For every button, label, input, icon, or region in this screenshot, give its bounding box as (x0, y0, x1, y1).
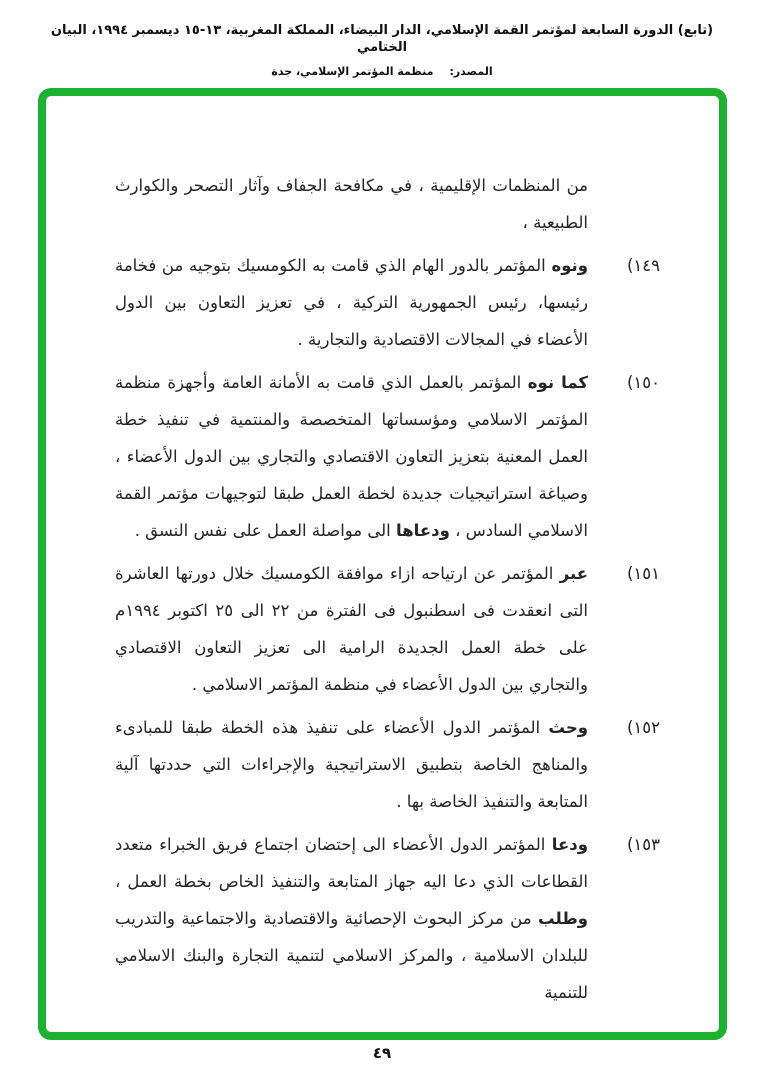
paragraph-number: ١٥٣) (626, 835, 660, 854)
source-value: منظمة المؤتمر الإسلامي، جدة (271, 65, 434, 78)
bold-lead-word: ونوه (551, 256, 588, 275)
paragraph-number: ١٥١) (626, 564, 660, 583)
header-title: (تابع) الدورة السابعة لمؤتمر القمة الإسلامي، الدار البيضاء، المملكة المغربية، ⁦١٣-١٥⁩ ديسمبر ١٩٩٤، البيان الختامي (50, 23, 714, 55)
paragraph-number: ١٤٩) (626, 256, 660, 275)
paragraph-text (115, 247, 588, 358)
paragraph-number (588, 167, 660, 241)
document-header (0, 22, 764, 78)
text-segment: المؤتمر الدول الأعضاء الى إحتضان اجتماع فريق الخبراء متعدد القطاعات الذي دعا اليه جهاز المتابعة والتنفيذ الخاص بخطة العمل ، (115, 835, 588, 891)
paragraph-text (115, 167, 588, 241)
paragraph-continuation (115, 167, 660, 241)
paragraph-number: ١٥٠) (626, 373, 660, 392)
numbered-paragraph (115, 555, 660, 703)
text-segment: من المنظمات الإقليمية ، في مكافحة الجفاف وآثار التصحر والكوارث الطبيعية ، (115, 176, 588, 232)
paragraph-text (115, 826, 588, 1011)
text-segment: من مركز البحوث الإحصائية والاقتصادية والاجتماعية والتدريب للبلدان الاسلامية ، والمركز الاسلامي لتنمية التجارة والبنك الاسلامي للتنمية (115, 909, 588, 1002)
text-segment: الى مواصلة العمل على نفس النسق . (134, 521, 396, 540)
text-segment: المؤتمر بالدور الهام الذي قامت به الكومسيك بتوجيه من فخامة رئيسها، رئيس الجمهورية التركية ، في تعزيز التعاون بين الدول الأعضاء في المجالات الاقتصادية والتجارية . (115, 256, 588, 349)
bold-lead-word: ودعا (551, 835, 588, 854)
paragraph-number: ١٥٢) (626, 718, 660, 737)
page-number: ٤٩ (372, 1044, 392, 1062)
bold-lead-word: وطلب (538, 909, 588, 928)
paragraph-text (115, 364, 588, 549)
source-label: المصدر: (449, 65, 493, 78)
numbered-paragraph (115, 826, 660, 1011)
text-segment: المؤتمر الدول الأعضاء على تنفيذ هذه الخطة طبقا للمبادىء والمناهج الخاصة بتطبيق الاستراتيجية والإجراءات التي حددتها آلية المتابعة والتنفيذ الخاصة بها . (115, 718, 588, 811)
numbered-paragraph (115, 247, 660, 358)
bold-lead-word: عبر (559, 564, 588, 583)
bold-lead-word: وحث (548, 718, 588, 737)
text-segment: المؤتمر بالعمل الذي قامت به الأمانة العامة وأجهزة منظمة المؤتمر الاسلامي ومؤسساتها المتخصصة والمنتمية في تنفيذ خطة العمل المعنية بتعزيز التعاون الاقتصادي والتجاري بين الدول الأعضاء ، وصياغة استراتيجيات جديدة لخطة العمل طبقا لتوجيهات مؤتمر القمة الاسلامي السادس ، (115, 373, 588, 540)
paragraph-text (115, 555, 588, 703)
document-body (115, 167, 660, 1017)
header-source-line (0, 65, 764, 78)
bold-lead-word: ودعاها (396, 521, 450, 540)
numbered-paragraph (115, 364, 660, 549)
bold-lead-word: كما نوه (527, 373, 588, 392)
numbered-paragraph (115, 709, 660, 820)
paragraph-text (115, 709, 588, 820)
text-segment: المؤتمر عن ارتياحه ازاء موافقة الكومسيك خلال دورتها العاشرة التى انعقدت فى اسطنبول فى الفترة من ٢٢ الى ٢٥ اكتوبر ١٩٩٤م على خطة العمل الجديدة الرامية الى تعزيز التعاون الاقتصادي والتجاري بين الدول الأعضاء في منظمة المؤتمر الاسلامي . (115, 564, 589, 694)
